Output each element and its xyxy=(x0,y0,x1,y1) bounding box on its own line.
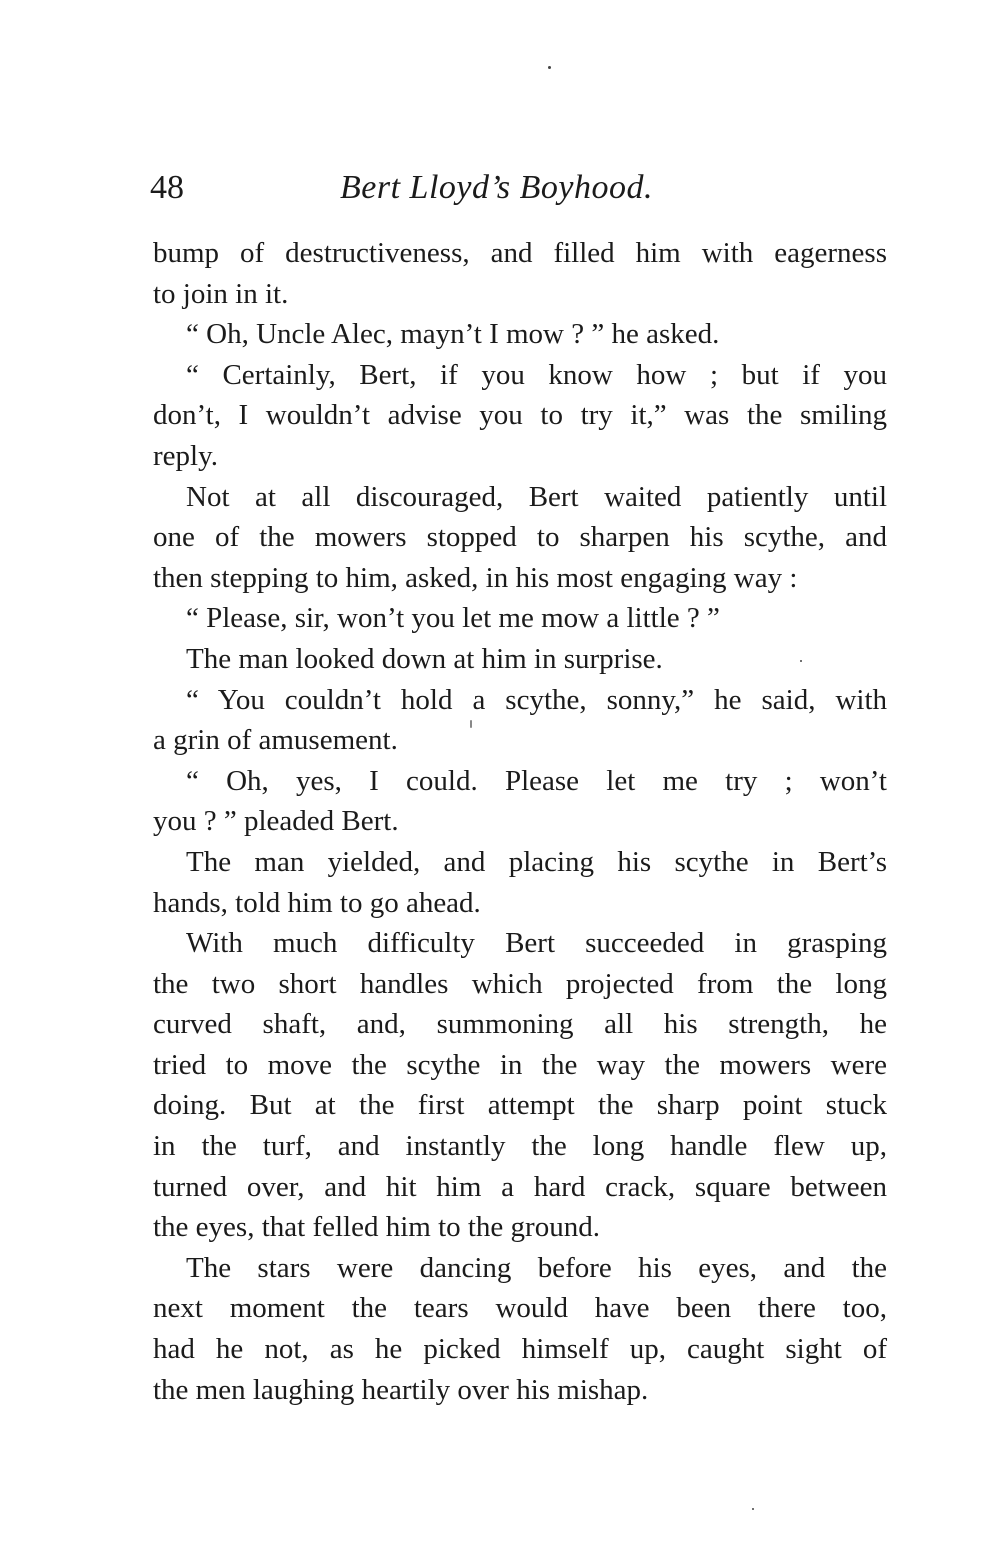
text-line: “ Certainly, Bert, if you know how ; but if you xyxy=(186,358,887,391)
paper-speck xyxy=(752,1508,754,1510)
text-line: bump of destructiveness, and filled him with eagerness xyxy=(153,237,887,269)
text-line: one of the mowers stopped to sharpen his scythe, and xyxy=(153,521,887,554)
paper-speck xyxy=(548,66,551,69)
text-line: the men laughing heartily over his mishap. xyxy=(153,1373,649,1406)
text-line: tried to move the scythe in the way the mowers were xyxy=(153,1048,887,1081)
text-line: “ Oh, Uncle Alec, mayn’t I mow ? ” he asked. xyxy=(186,318,720,351)
text-line: had he not, as he picked himself up, caught sight of xyxy=(153,1333,887,1366)
text-line: don’t, I wouldn’t advise you to try it,” was the smiling xyxy=(153,399,887,432)
text-line: next moment the tears would have been there too, xyxy=(153,1292,887,1325)
text-line: the two short handles which projected from the long xyxy=(153,967,887,1000)
text-line: The man looked down at him in surprise. xyxy=(186,642,663,675)
page-header xyxy=(150,163,890,213)
text-line: hands, told him to go ahead. xyxy=(153,886,481,919)
text-line: The man yielded, and placing his scythe in Bert’s xyxy=(186,845,887,878)
text-line: “ Please, sir, won’t you let me mow a little ? ” xyxy=(186,602,720,635)
text-line: in the turf, and instantly the long handle flew up, xyxy=(153,1130,887,1163)
text-line: The stars were dancing before his eyes, and the xyxy=(186,1251,887,1284)
text-line: With much difficulty Bert succeeded in grasping xyxy=(186,927,887,960)
text-line: turned over, and hit him a hard crack, square between xyxy=(153,1170,887,1203)
text-line: a grin of amusement. xyxy=(153,724,398,757)
text-line: to join in it. xyxy=(153,277,289,310)
text-line: reply. xyxy=(153,439,218,472)
body-text xyxy=(153,233,887,1410)
text-line: then stepping to him, asked, in his most engaging way : xyxy=(153,561,798,594)
page-number: 48 xyxy=(150,169,184,206)
text-line: “ You couldn’t hold a scythe, sonny,” he said, with xyxy=(186,683,887,716)
text-line: doing. But at the first attempt the sharp point stuck xyxy=(153,1089,887,1122)
running-title: Bert Lloyd’s Boyhood. xyxy=(340,169,654,206)
text-line: the eyes, that felled him to the ground. xyxy=(153,1211,600,1244)
text-line: you ? ” pleaded Bert. xyxy=(153,805,399,838)
text-line: “ Oh, yes, I could. Please let me try ; won’t xyxy=(186,764,887,797)
text-line: curved shaft, and, summoning all his strength, he xyxy=(153,1008,887,1041)
text-line: Not at all discouraged, Bert waited patiently until xyxy=(186,480,887,513)
